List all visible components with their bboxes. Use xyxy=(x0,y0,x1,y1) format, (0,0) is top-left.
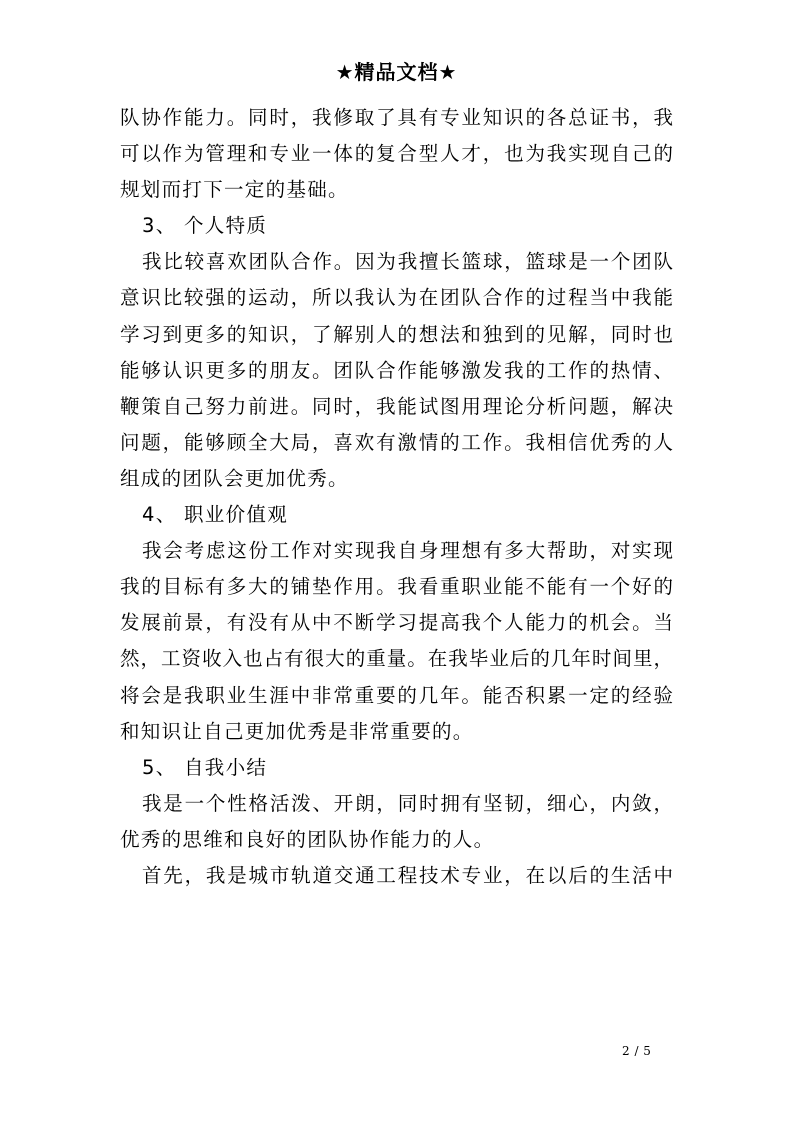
body-line: 优秀的思维和良好的团队协作能力的人。 xyxy=(120,827,495,851)
paragraph-first-line: 首先，我是城市轨道交通工程技术专业，在以后的生活中 xyxy=(142,863,673,887)
document-header-title: ★精品文档★ xyxy=(335,60,458,84)
section-heading-4: 4、 职业价值观 xyxy=(142,503,289,527)
paragraph-first-line: 我会考虑这份工作对实现我自身理想有多大帮助，对实现 xyxy=(142,539,673,563)
document-body xyxy=(120,100,673,894)
body-line: 将会是我职业生涯中非常重要的几年。能否积累一定的经验 xyxy=(120,683,673,707)
paragraph-first-line: 我是一个性格活泼、开朗，同时拥有坚韧，细心，内敛， xyxy=(142,791,673,815)
body-line: 和知识让自己更加优秀是非常重要的。 xyxy=(120,719,474,743)
body-line: 能够认识更多的朋友。团队合作能够激发我的工作的热情、 xyxy=(120,358,673,382)
body-line: 发展前景，有没有从中不断学习提高我个人能力的机会。当 xyxy=(120,611,673,635)
body-line: 鞭策自己努力前进。同时，我能试图用理论分析问题，解决 xyxy=(120,394,673,418)
body-line: 意识比较强的运动，所以我认为在团队合作的过程当中我能 xyxy=(120,286,673,310)
body-line: 问题，能够顾全大局，喜欢有激情的工作。我相信优秀的人 xyxy=(120,430,673,454)
body-line: 可以作为管理和专业一体的复合型人才，也为我实现自己的 xyxy=(120,142,673,166)
body-line: 我的目标有多大的铺垫作用。我看重职业能不能有一个好的 xyxy=(120,575,673,599)
section-heading-3: 3、 个人特质 xyxy=(142,214,268,238)
section-heading-5: 5、 自我小结 xyxy=(142,755,268,779)
body-line: 然，工资收入也占有很大的重量。在我毕业后的几年时间里， xyxy=(120,647,673,671)
body-line: 队协作能力。同时，我修取了具有专业知识的各总证书，我 xyxy=(120,106,673,129)
body-line: 规划而打下一定的基础。 xyxy=(120,178,349,202)
body-line: 组成的团队会更加优秀。 xyxy=(120,466,349,490)
paragraph-first-line: 我比较喜欢团队合作。因为我擅长篮球，篮球是一个团队 xyxy=(142,250,673,274)
page-number: 2 / 5 xyxy=(622,1044,652,1058)
body-line: 学习到更多的知识，了解别人的想法和独到的见解，同时也 xyxy=(120,322,673,346)
